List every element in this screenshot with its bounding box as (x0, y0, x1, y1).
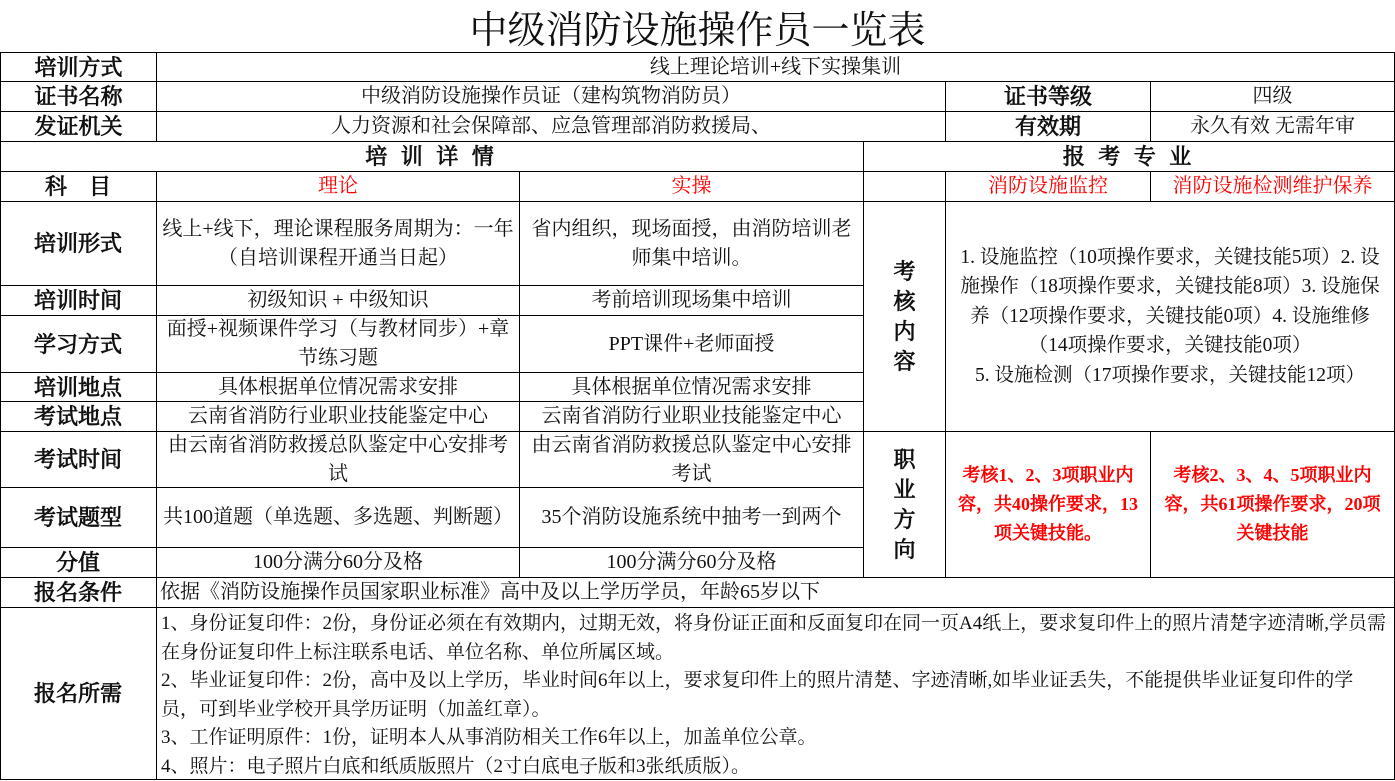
practice-cell: 省内组织，现场面授，由消防培训老师集中培训。 (520, 202, 864, 286)
row-label: 考试地点 (0, 402, 157, 432)
cert-level-label: 证书等级 (946, 82, 1151, 112)
theory-cell: 由云南省消防救援总队鉴定中心安排考试 (157, 432, 520, 488)
row-label: 考试时间 (0, 432, 157, 488)
row-label: 学习方式 (0, 316, 157, 373)
majors-header: 报 考 专 业 (864, 142, 1395, 172)
subject-label: 科 目 (0, 172, 157, 202)
practice-cell: 由云南省消防救援总队鉴定中心安排考试 (520, 432, 864, 488)
col-theory: 理论 (157, 172, 520, 202)
row-label: 考试题型 (0, 488, 157, 548)
assessment-text-1: 1. 设施监控（10项操作要求，关键技能5项）2. 设施操作（18项操作要求，关键技能8项）3. 设施保养（12项操作要求，关键技能0项）4. 设施维修（14项操作要求，关键技能0项） (952, 243, 1388, 361)
row-label: 培训时间 (0, 286, 157, 316)
career-label: 职业方向 (864, 432, 946, 578)
training-mode-value: 线上理论培训+线下实操集训 (157, 53, 1395, 82)
training-mode-label: 培训方式 (0, 53, 157, 82)
requirement-item: 2、毕业证复印件：2份，高中及以上学历，毕业时间6年以上，要求复印件上的照片清楚、字迹清晰,如毕业证丢失，不能提供毕业证复印件的学员，可到毕业学校开具学历证明（加盖红章）。 (161, 667, 1390, 724)
requirement-item: 3、工作证明原件：1份，证明本人从事消防相关工作6年以上，加盖单位公章。 (161, 724, 1390, 753)
career-maintenance: 考核2、3、4、5项职业内容，共61项操作要求，20项关键技能 (1151, 432, 1395, 578)
major-maintenance: 消防设施检测维护保养 (1151, 172, 1395, 202)
theory-cell: 面授+视频课件学习（与教材同步）+章节练习题 (157, 316, 520, 373)
theory-cell: 云南省消防行业职业技能鉴定中心 (157, 402, 520, 432)
cert-name-value: 中级消防设施操作员证（建构筑物消防员） (157, 82, 946, 112)
assessment-text-2: 5. 设施检测（17项操作要求，关键技能12项） (975, 361, 1365, 391)
assessment-label: 考核内容 (864, 202, 946, 432)
theory-cell: 初级知识 + 中级知识 (157, 286, 520, 316)
major-monitoring: 消防设施监控 (946, 172, 1151, 202)
empty-cell (864, 172, 946, 202)
validity-value: 永久有效 无需年审 (1151, 112, 1395, 142)
assessment-content (946, 202, 1395, 432)
theory-cell: 100分满分60分及格 (157, 548, 520, 578)
row-label: 培训地点 (0, 373, 157, 402)
theory-cell: 线上+线下，理论课程服务周期为：一年（自培训课程开通当日起） (157, 202, 520, 286)
theory-cell: 具体根据单位情况需求安排 (157, 373, 520, 402)
practice-cell: 具体根据单位情况需求安排 (520, 373, 864, 402)
practice-cell: PPT课件+老师面授 (520, 316, 864, 373)
career-monitoring: 考核1、2、3项职业内容，共40操作要求，13项关键技能。 (946, 432, 1151, 578)
row-label: 分值 (0, 548, 157, 578)
cert-level-value: 四级 (1151, 82, 1395, 112)
col-practice: 实操 (520, 172, 864, 202)
requirement-item: 1、身份证复印件：2份，身份证必须在有效期内，过期无效，将身份证正面和反面复印在同一页A4纸上，要求复印件上的照片清楚字迹清晰,学员需在身份证复印件上标注联系电话、单位名称、单位所属区域。 (161, 610, 1390, 667)
validity-label: 有效期 (946, 112, 1151, 142)
requirements-list (157, 608, 1395, 780)
training-details-header: 培 训 详 情 (0, 142, 864, 172)
row-label: 培训形式 (0, 202, 157, 286)
practice-cell: 云南省消防行业职业技能鉴定中心 (520, 402, 864, 432)
practice-cell: 35个消防设施系统中抽考一到两个 (520, 488, 864, 548)
condition-label: 报名条件 (0, 578, 157, 608)
issuer-value: 人力资源和社会保障部、应急管理部消防救援局、 (157, 112, 946, 142)
practice-cell: 考前培训现场集中培训 (520, 286, 864, 316)
page-title: 中级消防设施操作员一览表 (0, 0, 1395, 53)
issuer-label: 发证机关 (0, 112, 157, 142)
theory-cell: 共100道题（单选题、多选题、判断题） (157, 488, 520, 548)
cert-name-label: 证书名称 (0, 82, 157, 112)
condition-value: 依据《消防设施操作员国家职业标准》高中及以上学历学员，年龄65岁以下 (157, 578, 1395, 608)
requirements-label: 报名所需 (0, 608, 157, 780)
practice-cell: 100分满分60分及格 (520, 548, 864, 578)
requirement-item: 4、照片：电子照片白底和纸质版照片（2寸白底电子版和3张纸质版）。 (161, 753, 1390, 781)
